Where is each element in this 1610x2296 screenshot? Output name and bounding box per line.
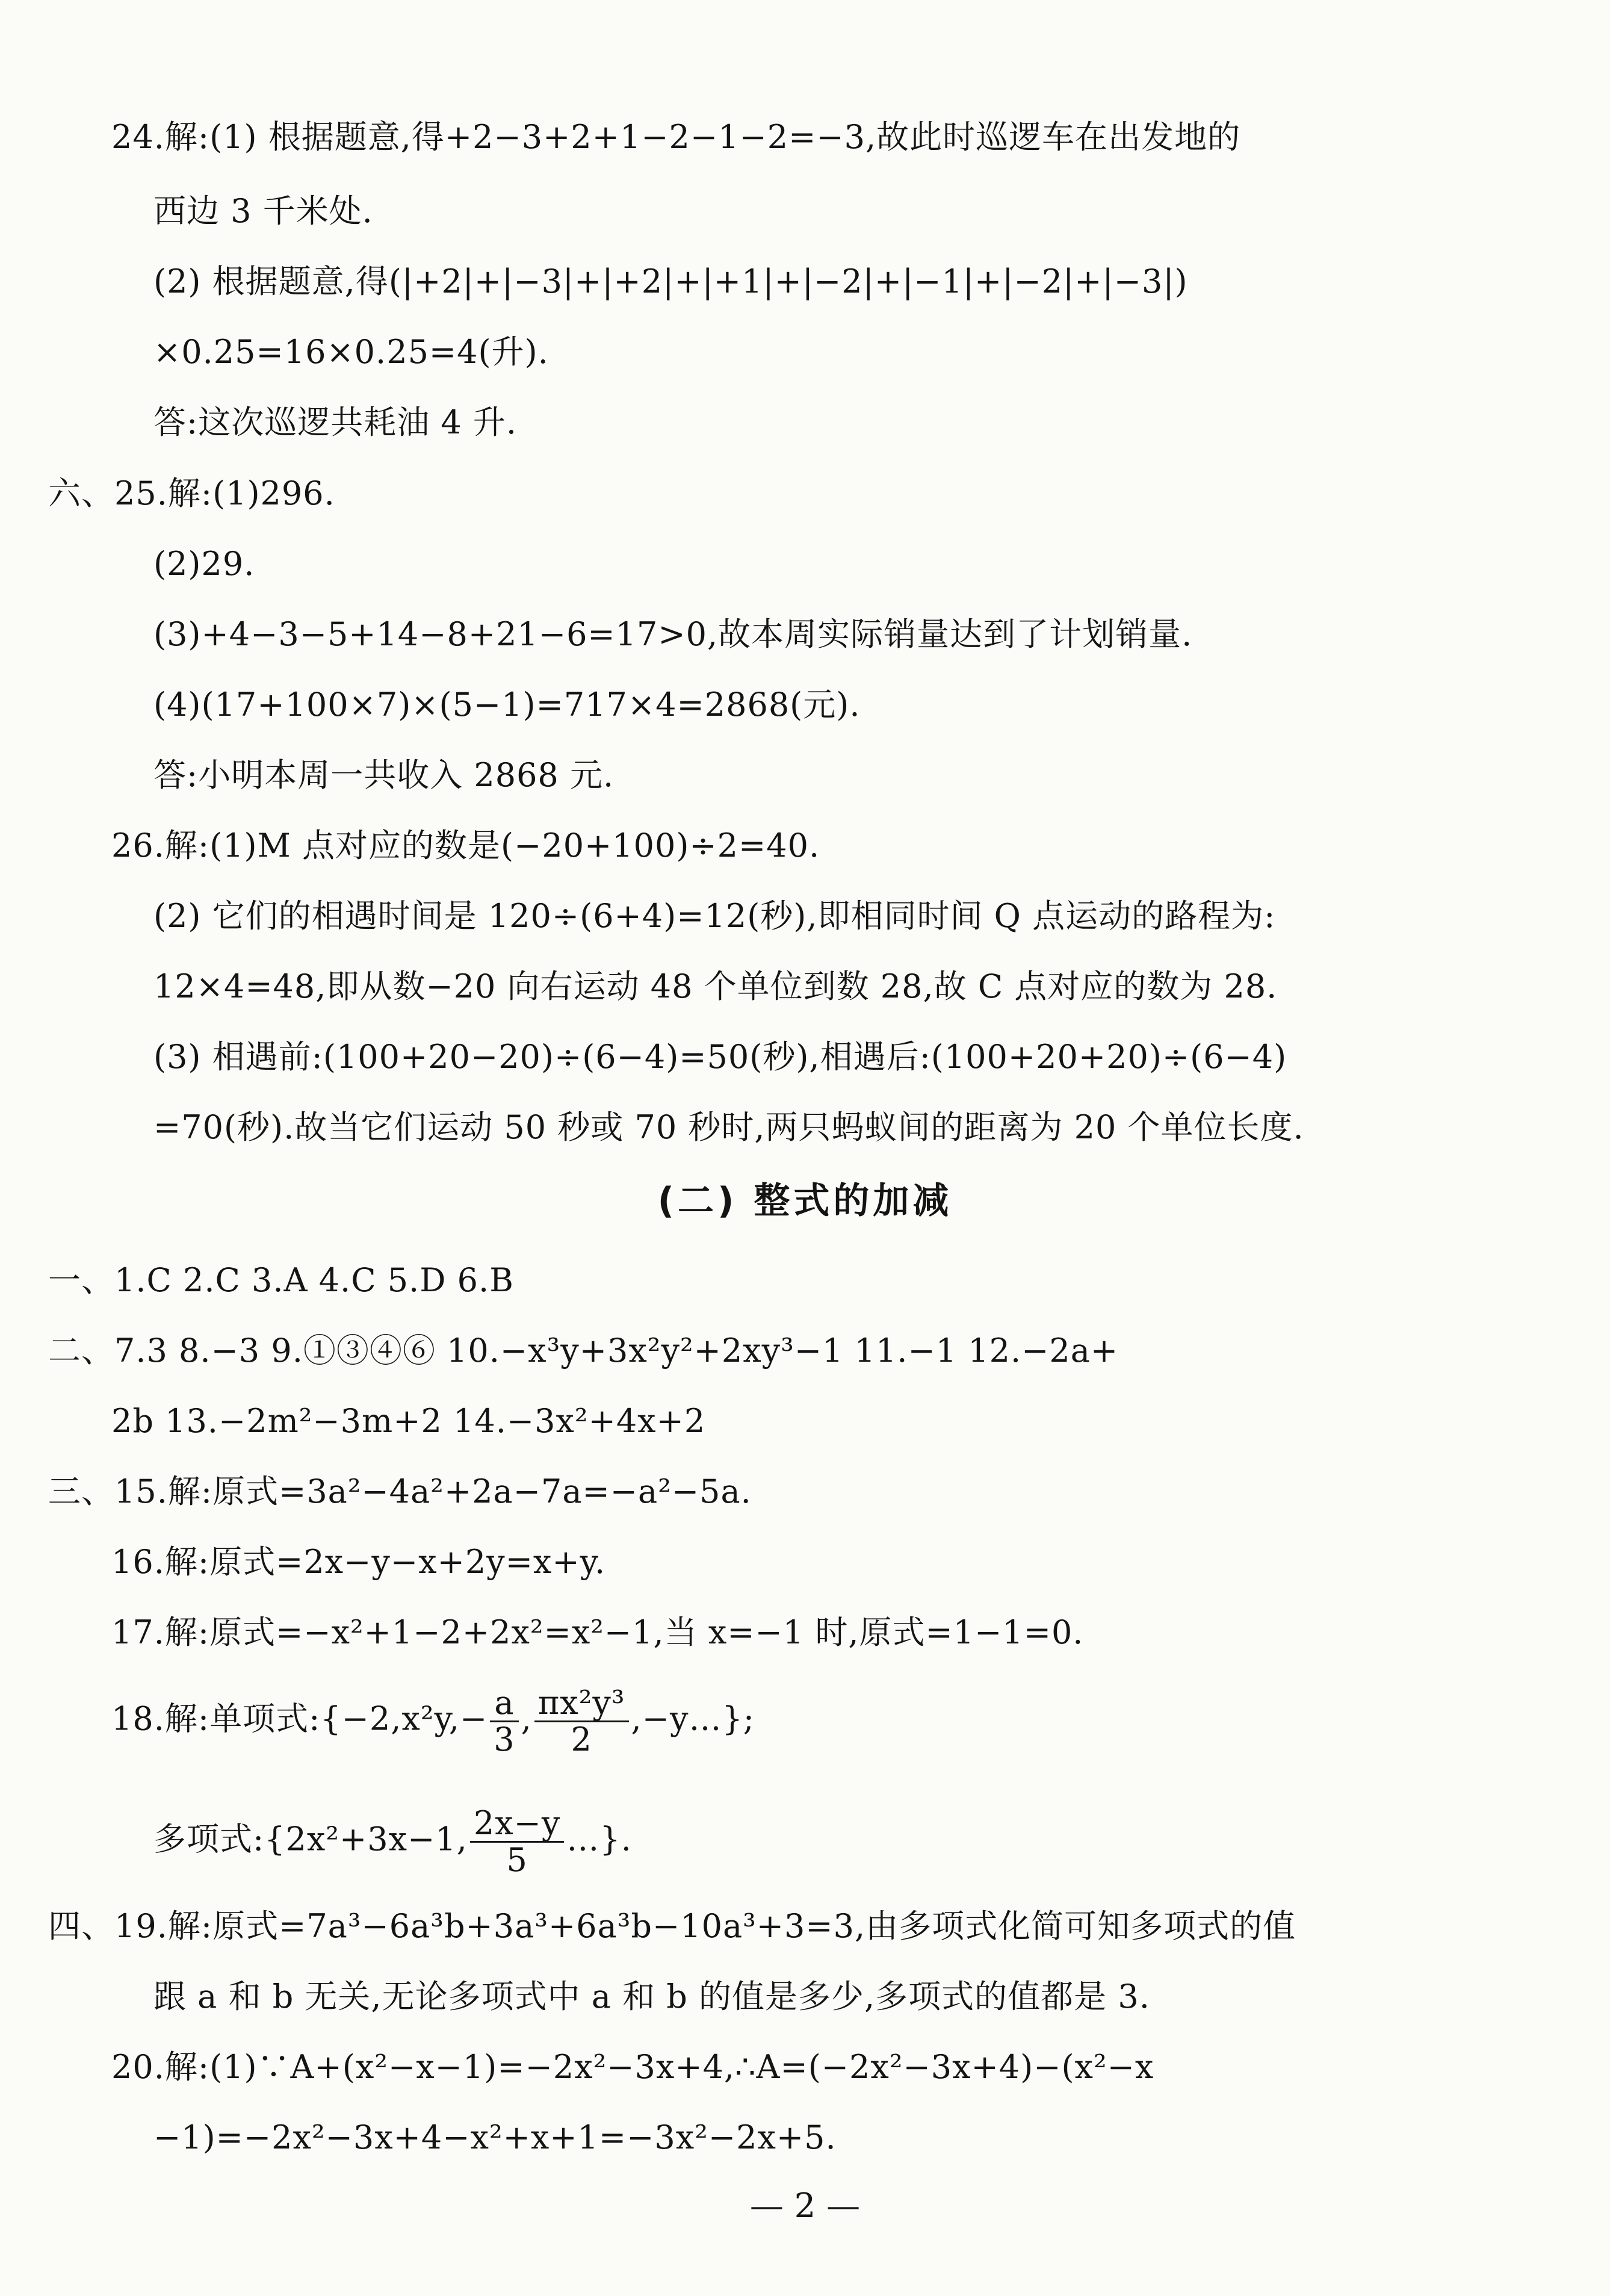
page-number: — 2 — — [749, 2186, 861, 2226]
answer-25-part1: 六、25.解:(1)296. — [48, 474, 335, 512]
answer-24-part1-line1: 24.解:(1) 根据题意,得+2−3+2+1−2−1−2=−3,故此时巡逻车在出发地的 — [111, 118, 1241, 156]
answer-section-1: 一、1.C 2.C 3.A 4.C 5.D 6.B — [48, 1261, 514, 1299]
section-title: (二) 整式的加减 — [657, 1180, 953, 1222]
answer-26-part2-line2: 12×4=48,即从数−20 向右运动 48 个单位到数 28,故 C 点对应的数为 28. — [153, 967, 1278, 1005]
answer-18-monomials-tail: ,−y…}; — [631, 1699, 755, 1738]
answer-18-monomials — [111, 1686, 755, 1757]
answer-24-part2-line2: ×0.25=16×0.25=4(升). — [153, 333, 549, 371]
answer-24-part1-line2: 西边 3 千米处. — [153, 192, 373, 230]
answer-17: 17.解:原式=−x²+1−2+2x²=x²−1,当 x=−1 时,原式=1−1=0. — [111, 1613, 1084, 1651]
answer-25-conclusion: 答:小明本周一共收入 2868 元. — [153, 756, 615, 794]
answer-section-2-line2: 2b 13.−2m²−3m+2 14.−3x²+4x+2 — [111, 1402, 706, 1440]
answer-18-polynomials-head: 多项式:{2x²+3x−1, — [153, 1820, 468, 1858]
answer-24-part2-line1: (2) 根据题意,得(|+2|+|−3|+|+2|+|+1|+|−2|+|−1|+|−2|+|−3|) — [153, 262, 1188, 300]
answer-20-line1: 20.解:(1)∵A+(x²−x−1)=−2x²−3x+4,∴A=(−2x²−3x+4)−(x²−x — [111, 2048, 1154, 2086]
answer-24-conclusion: 答:这次巡逻共耗油 4 升. — [153, 403, 518, 441]
fraction-2x-minus-y-over-5 — [470, 1806, 565, 1878]
answer-26-part2-line1: (2) 它们的相遇时间是 120÷(6+4)=12(秒),即相同时间 Q 点运动的路程为: — [153, 897, 1276, 935]
fraction-numerator: πx²y³ — [534, 1686, 629, 1722]
answer-19-line2: 跟 a 和 b 无关,无论多项式中 a 和 b 的值是多少,多项式的值都是 3. — [153, 1978, 1150, 2015]
answer-25-part2: (2)29. — [153, 545, 255, 583]
answer-26-part3-line2: =70(秒).故当它们运动 50 秒或 70 秒时,两只蚂蚁间的距离为 20 个单位长度. — [153, 1108, 1304, 1146]
fraction-denominator: 5 — [506, 1841, 528, 1879]
answer-25-part4: (4)(17+100×7)×(5−1)=717×4=2868(元). — [153, 686, 861, 724]
answer-26-part1: 26.解:(1)M 点对应的数是(−20+100)÷2=40. — [111, 827, 820, 864]
answer-18-polynomials — [153, 1806, 632, 1878]
fraction-denominator: 3 — [494, 1720, 515, 1758]
fraction-denominator: 2 — [571, 1720, 592, 1758]
separator: , — [521, 1699, 532, 1738]
answer-19-line1: 四、19.解:原式=7a³−6a³b+3a³+6a³b−10a³+3=3,由多项式化简可知多项式的值 — [48, 1907, 1296, 1945]
answer-20-line2: −1)=−2x²−3x+4−x²+x+1=−3x²−2x+5. — [153, 2118, 837, 2156]
fraction-numerator: a — [490, 1686, 518, 1722]
answer-18-monomials-head: 18.解:单项式:{−2,x²y,− — [111, 1699, 488, 1738]
answer-section-2-line1: 二、7.3 8.−3 9.①③④⑥ 10.−x³y+3x²y²+2xy³−1 11.−1 12.−2a+ — [48, 1332, 1119, 1370]
answer-25-part3: (3)+4−3−5+14−8+21−6=17>0,故本周实际销量达到了计划销量. — [153, 615, 1193, 653]
answer-15: 三、15.解:原式=3a²−4a²+2a−7a=−a²−5a. — [48, 1472, 752, 1510]
fraction-pi-x2y3-over-2 — [534, 1686, 629, 1757]
answer-16: 16.解:原式=2x−y−x+2y=x+y. — [111, 1543, 606, 1581]
fraction-a-over-3 — [490, 1686, 518, 1757]
fraction-numerator: 2x−y — [470, 1806, 565, 1843]
answer-18-polynomials-tail: …}. — [566, 1820, 632, 1858]
answer-26-part3-line1: (3) 相遇前:(100+20−20)÷(6−4)=50(秒),相遇后:(100+20+20)÷(6−4) — [153, 1038, 1287, 1076]
